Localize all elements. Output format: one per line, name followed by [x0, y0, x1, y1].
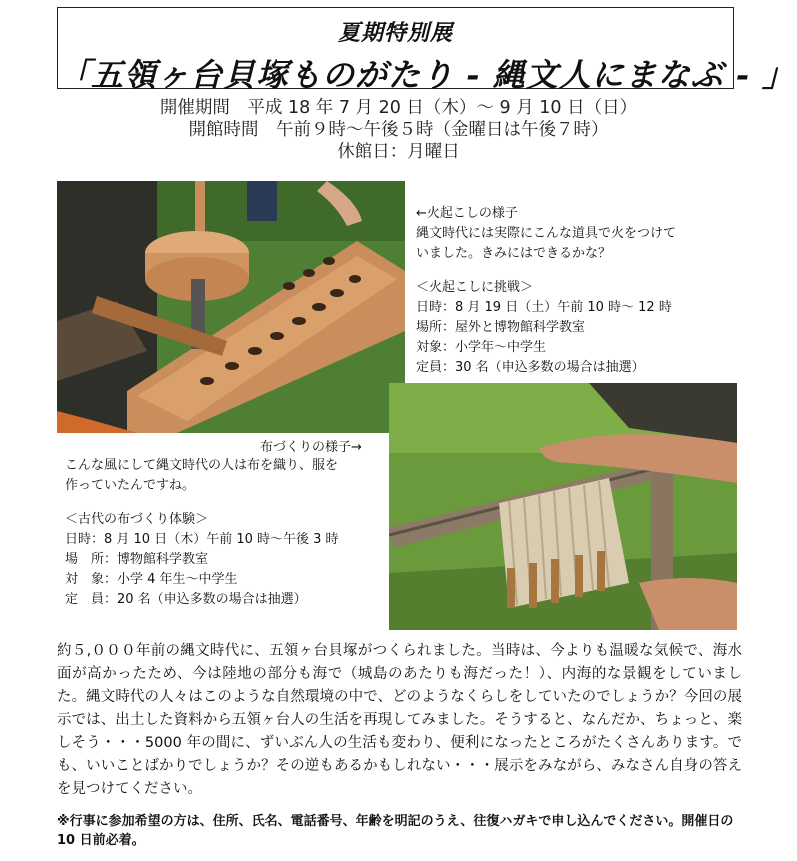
- exhibition-title: 「五領ヶ台貝塚ものがたり - 縄文人にまなぶ - 」: [58, 56, 796, 94]
- opening-hours: 開館時間 午前９時～午後５時（金曜日は午後７時）: [188, 120, 609, 140]
- title-box: [57, 7, 796, 94]
- exhibition-description: 約５,０００年前の縄文時代に、五領ヶ台貝塚がつくられました。当時は、今よりも温暖な気候で、海水面が高かったため、今は陸地の部分も海で（城島のあたりも海だった！）、内海的な景観をしていました。縄文時代の人々はこのような自然環境の中で、どのようなくらしをしていたのでしょうか？今回の展示では、出土した資料から五領ヶ台人の生活を再現してみました。そうすると、なんだか、ちょっと、楽しそう・・・5000 年の間に、ずいぶん人の生活も変わり、便利になったところがたくさんあります。でも、いいことばかりでしょうか？その逆もあるかもしれない・・・展示をみながら、みなさん自身の答えを見つけてください。: [57, 643, 742, 797]
- exhibition-period: 開催期間 平成 18 年 7 月 20 日（木）～ 9 月 10 日（日）: [159, 98, 638, 118]
- fire-description-line2: いました。きみにはできるかな？: [416, 246, 612, 261]
- cloth-description-line1: こんな風にして縄文時代の人は布を織り、服を: [65, 458, 339, 473]
- weaving-photo: [389, 383, 737, 630]
- fire-starting-photo: [57, 181, 405, 433]
- cloth-event-date: 日時：8 月 10 日（木）午前 10 時～午後 3 時: [65, 532, 339, 547]
- cloth-event-place: 場 所：博物館科学教室: [65, 552, 209, 567]
- exhibition-subtitle: 夏期特別展: [337, 20, 453, 46]
- cloth-event-capacity: 定 員：20 名（申込多数の場合は抽選）: [65, 592, 307, 607]
- cloth-description-line2: 作っていたんですね。: [65, 478, 196, 493]
- cloth-event-block: [65, 456, 385, 610]
- cloth-event-title: ＜古代の布づくり体験＞: [65, 512, 209, 527]
- closed-day: 休館日：月曜日: [337, 142, 460, 162]
- fire-photo-caption: ←火起こしの様子: [416, 206, 518, 221]
- fire-event-block: [416, 204, 746, 378]
- application-note: ※行事に参加希望の方は、住所、氏名、電話番号、年齢を明記のうえ、往復ハガキで申し込んでください。開催日の 10 日前必着。: [57, 814, 734, 848]
- fire-event-target: 対象：小学年～中学生: [416, 340, 547, 355]
- fire-event-title: ＜火起こしに挑戦＞: [416, 280, 534, 295]
- exhibition-info: [0, 97, 797, 163]
- fire-description-line1: 縄文時代には実際にこんな道具で火をつけて: [416, 226, 677, 241]
- cloth-event-target: 対 象：小学 4 年生～中学生: [65, 572, 238, 587]
- cloth-photo-caption: 布づくりの様子→: [260, 440, 362, 455]
- fire-event-place: 場所：屋外と博物館科学教室: [416, 320, 586, 335]
- fire-event-date: 日時：8 月 19 日（土）午前 10 時～ 12 時: [416, 300, 672, 315]
- fire-event-capacity: 定員：30 名（申込多数の場合は抽選）: [416, 360, 645, 375]
